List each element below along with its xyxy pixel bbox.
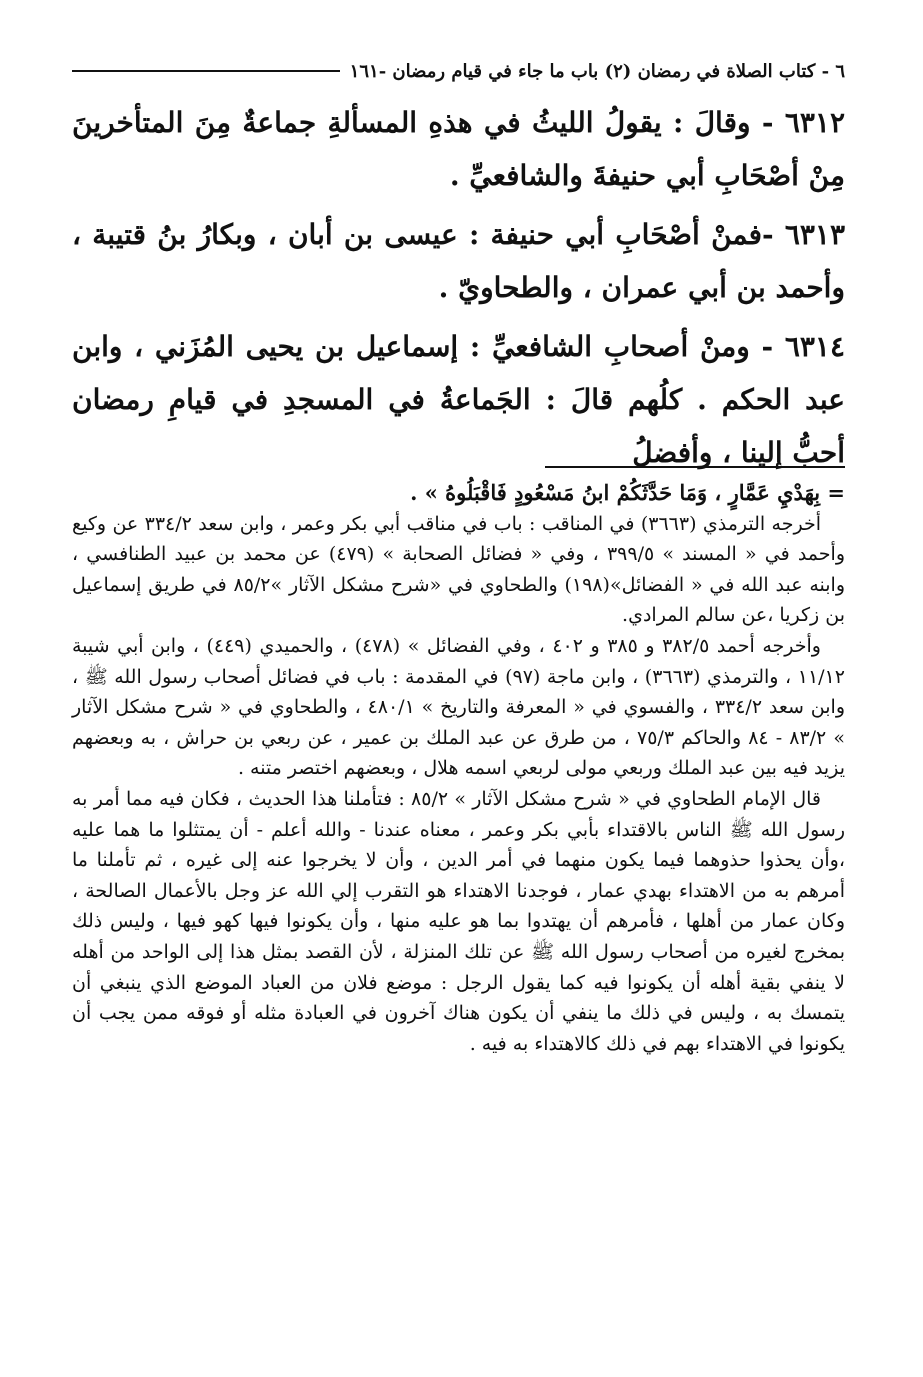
running-header <box>72 56 845 86</box>
paragraph-6314: ٦٣١٤ - ومنْ أصحابِ الشافعيِّ : إسماعيل بن يحيى المُزَني ، وابن عبد الحكم . كلُهم قالَ : الجَماعةُ في المسجدِ في قيامِ رمضان أحبُّ إلينا ، وأفضلُ <box>72 330 845 469</box>
footnote-paragraph: قال الإمام الطحاوي في « شرح مشكل الآثار » ٨٥/٢ : فتأملنا هذا الحديث ، فكان فيه مما أمر به رسول الله ﷺ الناس بالاقتداء بأبي بكر وعمر ، معناه عندنا - والله أعلم - أن يمتثلوا ما هما عليه ،وأن يحذوا حذوهما فيما يكون منهما في أمر الدين ، وأن لا يخرجوا عنه إلى غيره ، ثم تأملنا ما أمرهم به من الاهتداء بهدي عمار ، فوجدنا الاهتداء هو التقرب إلي الله عز وجل بالأعمال الصالحة ، وكان عمار من أهلها ، فأمرهم أن يهتدوا بما هو عليه منها ، وأن يكونوا فيها كهو فيها ، وليس ذلك بمخرج لغيره من أصحاب رسول الله ﷺ عن تلك المنزلة ، لأن القصد بمثل هذا إلى الواحد من أهله لا ينفي بقية أهله أن يكونوا فيه كما يقول الرجل : موضع فلان من العباد الموضع الذي ينبغي أن يتمسك به ، وليس في ذلك ما ينفي أن يكون هناك آخرون في العبادة مثله أو فوقه ممن يجب أن يكونوا في الاهتداء بهم في ذلك كالاهتداء به فيه . <box>72 787 845 1055</box>
footnote-paragraph: أخرجه الترمذي (٣٦٦٣) في المناقب : باب في مناقب أبي بكر وعمر ، وابن سعد ٣٣٤/٢ عن وكيع وأحمد في « المسند » ٣٩٩/٥ ، وفي « فضائل الصحابة » (٤٧٩) عن محمد بن عبيد الطنافسي ، وابنه عبد الله في « الفضائل»(١٩٨) والطحاوي في «شرح مشكل الآثار »٨٥/٢ في طريق إسماعيل بن زكريا ،عن سالم المرادي. <box>72 512 845 627</box>
paragraph-6313: ٦٣١٣ -فمنْ أصْحَابِ أبي حنيفة : عيسى بن أبان ، وبكارُ بنُ قتيبة ، وأحمد بن أبي عمران ، والطحاويّ . <box>72 218 845 304</box>
footnotes <box>72 478 845 1059</box>
header-rule <box>72 70 340 72</box>
footnote-continuation: = بِهَدْيِ عَمَّارٍ ، وَمَا حَدَّثَكُمْ ابنُ مَسْعُودٍ فَاقْبَلُوهُ » . <box>410 480 845 505</box>
paragraph-6312: ٦٣١٢ - وقالَ : يقولُ الليثُ في هذهِ المسألةِ جماعةٌ مِنَ المتأخرينَ مِنْ أصْحَابِ أبي حنيفةَ والشافعيِّ . <box>72 106 845 192</box>
footnote-divider <box>545 466 845 468</box>
running-title: ٦ - كتاب الصلاة في رمضان (٢) باب ما جاء في قيام رمضان -١٦١ <box>349 60 845 82</box>
main-text <box>72 96 845 485</box>
footnote-paragraph: وأخرجه أحمد ٣٨٢/٥ و ٣٨٥ و ٤٠٢ ، وفي الفضائل » (٤٧٨) ، والحميدي (٤٤٩) ، وابن أبي شيبة ١١/١٢ ، والترمذي (٣٦٦٣) ، وابن ماجة (٩٧) في المقدمة : باب في فضائل أصحاب رسول الله ﷺ ، وابن سعد ٣٣٤/٢ ، والفسوي في « المعرفة والتاريخ » ٤٨٠/١ ، والطحاوي في « شرح مشكل الآثار » ٨٣/٢ - ٨٤ والحاكم ٧٥/٣ ، من طرق عن عبد الملك بن عمير ، عن ربعي بن حراش ، به وبعضهم يزيد فيه بين عبد الملك وربعي مولى لربعي اسمه هلال ، وبعضهم اختصر متنه . <box>72 634 845 780</box>
